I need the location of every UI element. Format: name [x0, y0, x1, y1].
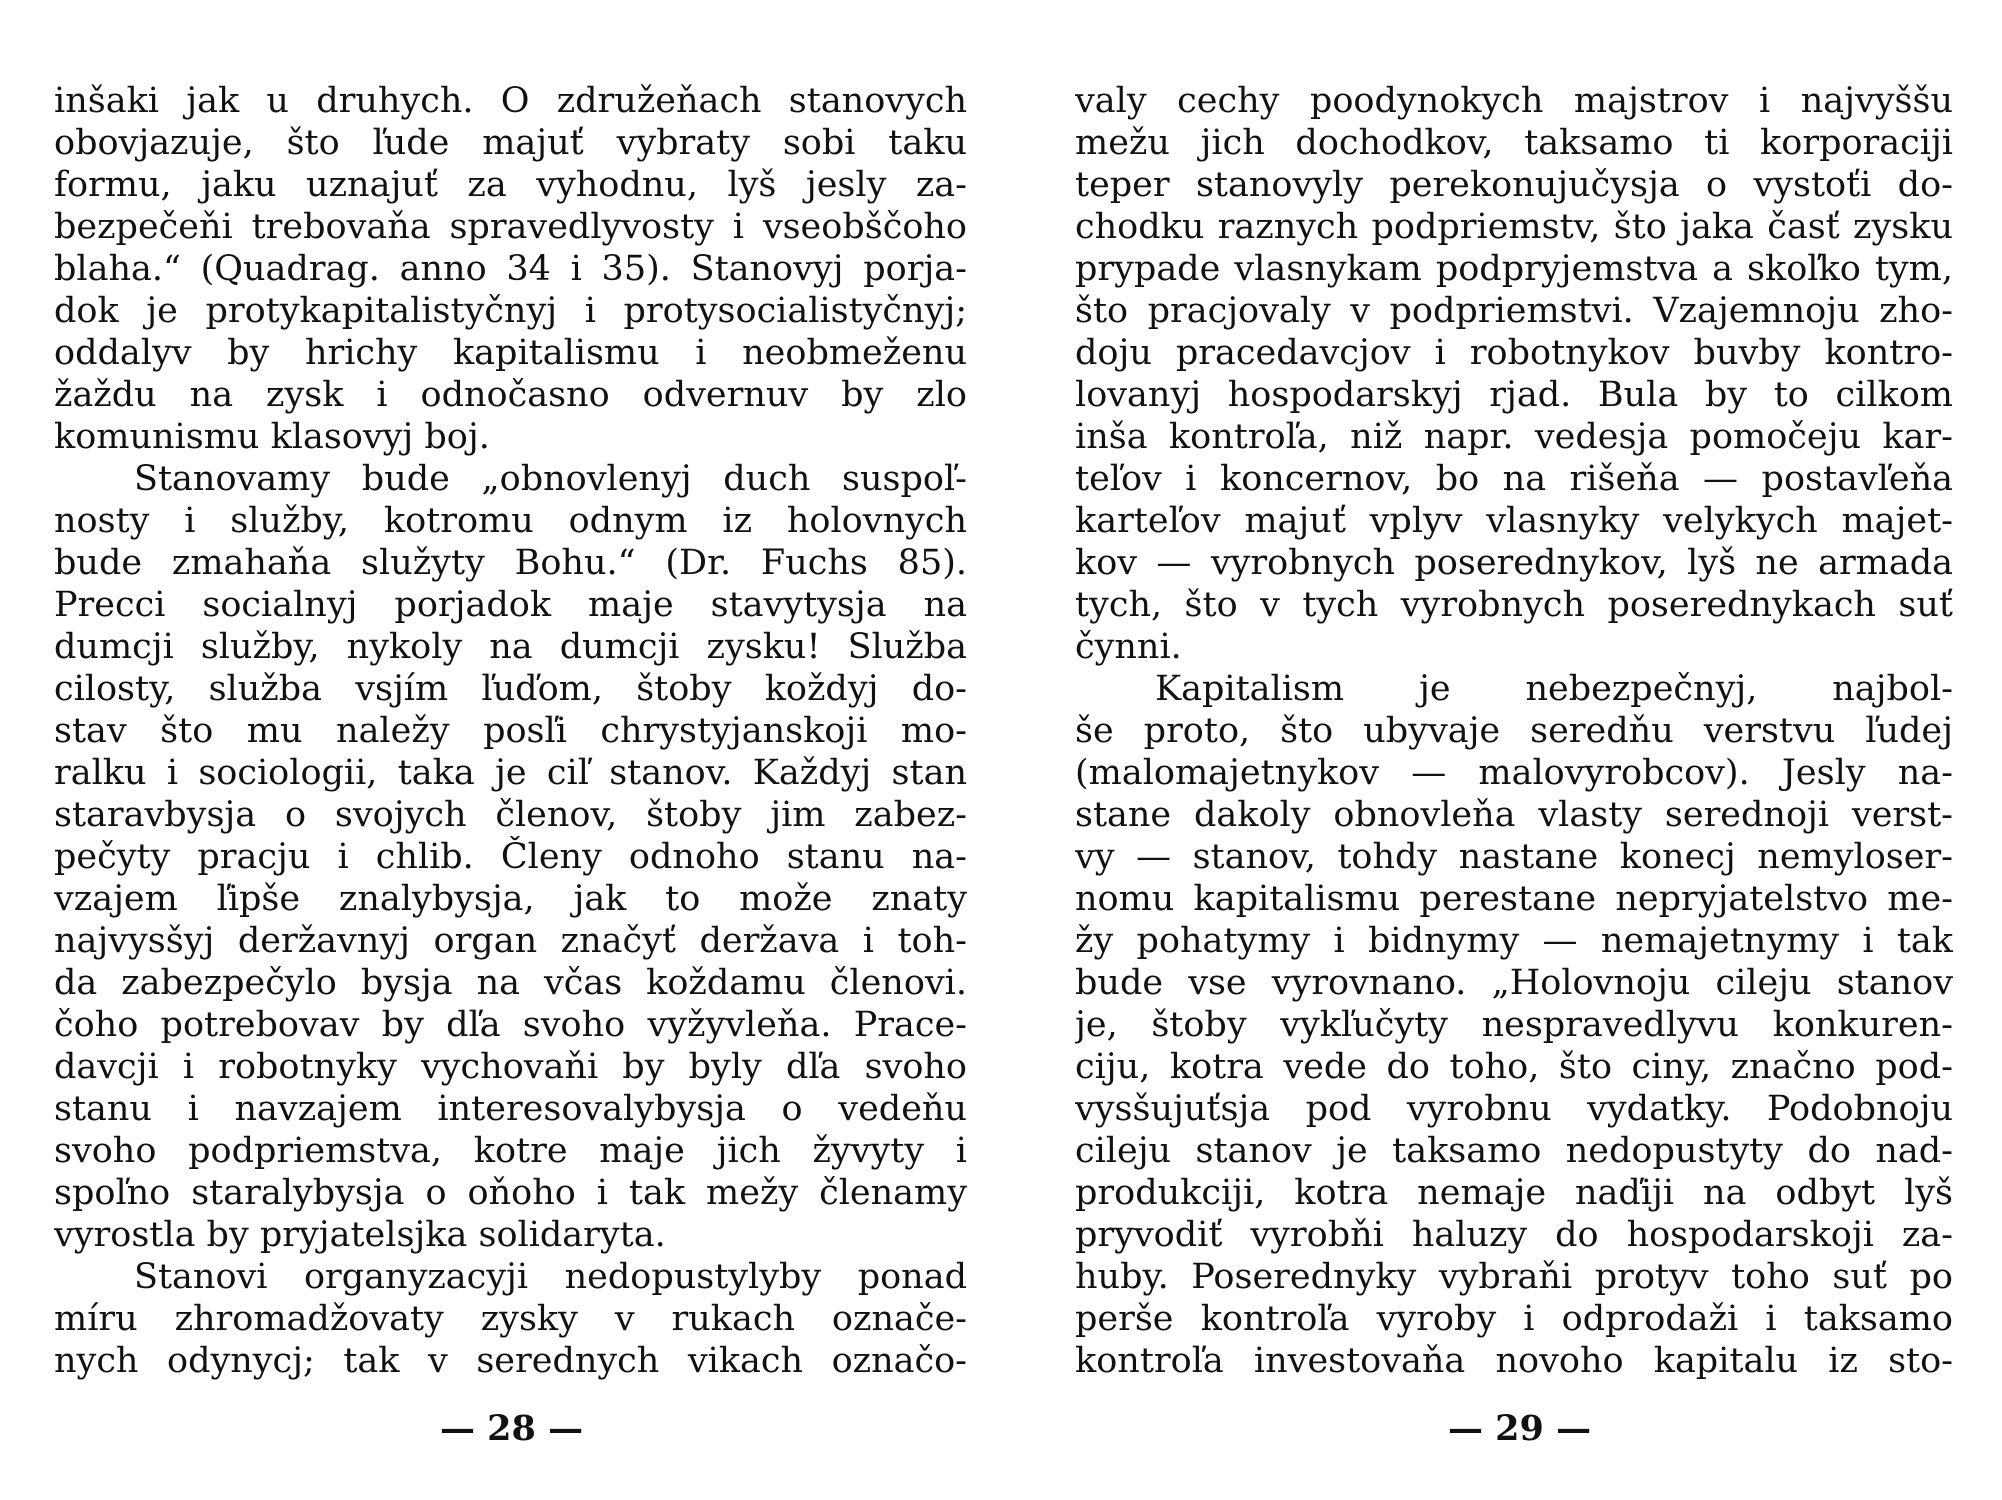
text-line: perše kontroľa vyroby i odprodaži i taksamo	[1075, 1299, 1953, 1339]
text-line: Stanovamy bude „obnovlenyj duch suspoľ-	[134, 459, 967, 499]
text-line: inšaki jak u druhych. O združeňach stanovych	[54, 81, 967, 121]
text-line: nomu kapitalismu perestane nepryjatelstvo me-	[1075, 879, 1953, 919]
text-line: nosty i služby, kotromu odnym iz holovnych	[54, 501, 967, 541]
text-line: žy pohatymy i bidnymy — nemajetnymy i tak	[1075, 921, 1953, 961]
text-line: huby. Poserednyky vybraňi protyv toho suť po	[1075, 1257, 1953, 1297]
text-line: oddalyv by hrichy kapitalismu i neobmeženu	[54, 333, 967, 373]
text-line: inša kontroľa, niž napr. vedesja pomočeju kar-	[1075, 417, 1953, 457]
text-line: cileju stanov je taksamo nedopustyty do nad-	[1075, 1131, 1953, 1171]
text-line: čoho potrebovav by dľa svoho vyžyvleňa. Prace-	[54, 1005, 967, 1045]
text-line: pryvodiť vyrobňi haluzy do hospodarskoji za-	[1075, 1215, 1953, 1255]
text-line: pečyty pracju i chlib. Členy odnoho stanu na-	[54, 837, 967, 877]
text-line: Precci socialnyj porjadok maje stavytysja na	[54, 585, 967, 625]
text-line: bezpečeňi trebovaňa spravedlyvosty i vseobščoho	[54, 207, 967, 247]
text-line: chodku raznych podpriemstv, što jaka časť zysku	[1075, 207, 1953, 247]
text-line: vzajem ľipše znalybysja, jak to može znaty	[54, 879, 967, 919]
text-line: doju pracedavcjov i robotnykov buvby kontro-	[1075, 333, 1953, 373]
right-page-text	[1075, 80, 1953, 1382]
text-line: Kapitalism je nebezpečnyj, najbol-	[1155, 669, 1953, 709]
text-line: (malomajetnykov — malovyrobcov). Jesly na-	[1075, 753, 1953, 793]
text-line: da zabezpečylo bysja na včas koždamu členovi.	[54, 963, 967, 1003]
text-line: žaždu na zysk i odnočasno odvernuv by zlo	[54, 375, 967, 415]
text-line: komunismu klasovyj boj.	[54, 417, 490, 457]
text-line: kov — vyrobnych poserednykov, lyš ne armada	[1075, 543, 1953, 583]
text-line: svoho podpriemstva, kotre maje jich žyvyty i	[54, 1131, 967, 1171]
text-line: dumcji služby, nykoly na dumcji zysku! Služba	[54, 627, 967, 667]
text-line: produkciji, kotra nemaje naďiji na odbyt lyš	[1075, 1173, 1953, 1213]
text-line: vyrostla by pryjatelsjka solidaryta.	[54, 1215, 666, 1255]
text-line: vysšujuťsja pod vyrobnu vydatky. Podobnoju	[1075, 1089, 1953, 1129]
text-line: lovanyj hospodarskyj rjad. Bula by to cilkom	[1075, 375, 1953, 415]
text-line: stanu i navzajem interesovalybysja o vedeňu	[54, 1089, 967, 1129]
text-line: tych, što v tych vyrobnych poserednykach suť	[1075, 585, 1953, 625]
text-line: še proto, što ubyvaje seredňu verstvu ľudej	[1075, 711, 1953, 751]
text-line: teper stanovyly perekonujučysja o vystoťi do-	[1075, 165, 1953, 205]
text-line: valy cechy poodynokych majstrov i najvyššu	[1075, 81, 1953, 121]
text-line: míru zhromadžovaty zysky v rukach označe-	[54, 1299, 967, 1339]
text-line: karteľov majuť vplyv vlasnyky velykych majet-	[1075, 501, 1953, 541]
text-line: nych odynycj; tak v serednych vikach označo-	[54, 1341, 967, 1381]
text-line: Stanovi organyzacyji nedopustylyby ponad	[134, 1257, 967, 1297]
text-line: ralku i sociologii, taka je ciľ stanov. Každyj stan	[54, 753, 967, 793]
text-line: dok je protykapitalistyčnyj i protysocialistyčnyj;	[54, 291, 967, 331]
text-line: je, štoby vykľučyty nespravedlyvu konkuren-	[1075, 1005, 1953, 1045]
text-line: obovjazuje, što ľude majuť vybraty sobi taku	[54, 123, 967, 163]
text-line: čynni.	[1075, 627, 1182, 667]
text-line: kontroľa investovaňa novoho kapitalu iz sto-	[1075, 1341, 1953, 1381]
text-line: staravbysja o svojych členov, štoby jim zabez-	[54, 795, 967, 835]
text-line: vy — stanov, tohdy nastane konecj nemyloser-	[1075, 837, 1953, 877]
text-line: prypade vlasnykam podpryjemstva a skoľko tym,	[1075, 249, 1953, 289]
text-line: cilosty, služba vsjím ľuďom, štoby koždyj do-	[54, 669, 967, 709]
left-page-text	[54, 80, 967, 1382]
text-line: ciju, kotra vede do toho, što ciny, značno pod-	[1075, 1047, 1953, 1087]
text-line: stane dakoly obnovleňa vlasty serednoji verst-	[1075, 795, 1953, 835]
text-line: formu, jaku uznajuť za vyhodnu, lyš jesly za-	[54, 165, 967, 205]
left-page-number: — 28 —	[440, 1408, 584, 1449]
text-line: spoľno staralybysja o oňoho i tak mežy členamy	[54, 1173, 967, 1213]
text-line: davcji i robotnyky vychovaňi by byly dľa svoho	[54, 1047, 967, 1087]
text-line: bude zmahaňa služyty Bohu.“ (Dr. Fuchs 85).	[54, 543, 967, 583]
text-line: stav što mu naležy posľi chrystyjanskoji mo-	[54, 711, 967, 751]
text-line: što pracjovaly v podpriemstvi. Vzajemnoju zho-	[1075, 291, 1953, 331]
text-line: bude vse vyrovnano. „Holovnoju cileju stanov	[1075, 963, 1953, 1003]
text-line: najvysšyj deržavnyj organ značyť deržava i toh-	[54, 921, 967, 961]
text-line: teľov i koncernov, bo na rišeňa — postavľeňa	[1075, 459, 1953, 499]
text-line: blaha.“ (Quadrag. anno 34 i 35). Stanovyj porja-	[54, 249, 967, 289]
right-page-number: — 29 —	[1448, 1408, 1592, 1449]
text-line: mežu jich dochodkov, taksamo ti korporaciji	[1075, 123, 1953, 163]
